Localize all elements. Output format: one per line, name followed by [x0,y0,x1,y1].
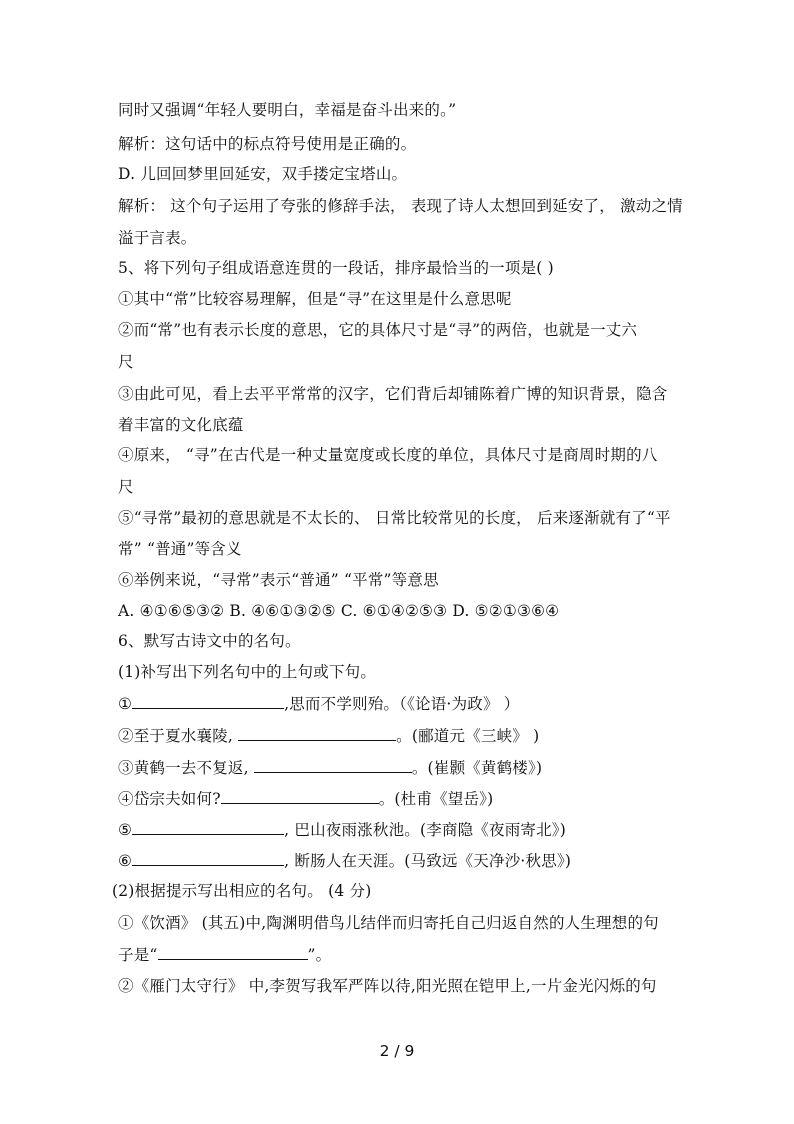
fill-line-4: ④岱宗夫如何? 。(杜甫《望岳》) [118,787,678,810]
answer-blank[interactable] [238,724,396,741]
fill-line-3: ③黄鹤一去不复返, 。(崔颢《黄鹤楼》) [118,756,678,779]
text-line: 解析：这句话中的标点符号使用是正确的。 [118,135,417,153]
sentence-5: ⑤“寻常”最初的意思就是不太长的、 日常比较常见的长度， 后来逐渐就有了“平 [118,509,671,527]
sentence-3-cont: 着丰富的文化底蕴 [118,416,244,434]
prompt-line-1-cont: 子是“ ”。 [118,943,678,966]
answer-blank[interactable] [221,787,379,804]
sentence-5-cont: 常” “普通”等含义 [118,540,242,558]
sentence-4-cont: 尺 [118,478,134,496]
fill-line-1: ① ,思而不学则殆。（《论语·为政》 ） [118,692,678,715]
prompt-line-2: ②《雁门太守行》 中,李贺写我军严阵以待,阳光照在铠甲上,一片金光闪烁的句 [118,977,657,995]
answer-options: A. ④①⑥⑤③② B. ④⑥①③②⑤ C. ⑥①④②⑤③ D. ⑤②①③⑥④ [118,602,560,620]
answer-blank[interactable] [158,943,308,960]
page-number: 2 / 9 [379,1042,415,1060]
text-line: 解析： 这个句子运用了夸张的修辞手法， 表现了诗人太想回到延安了， 激动之情 [118,197,683,215]
answer-blank[interactable] [132,692,284,709]
text-line: 溢于言表。 [118,229,197,247]
answer-blank[interactable] [132,849,284,866]
prompt-line-1: ①《饮酒》 (其五)中,陶渊明借鸟儿结伴而归寄托自己归返自然的人生理想的句 [118,914,659,932]
text-line: 同时又强调“年轻人要明白，幸福是奋斗出来的。” [118,101,457,119]
sentence-3: ③由此可见，看上去平平常常的汉字，它们背后却铺陈着广博的知识背景，隐含 [118,385,668,403]
question-5-stem: 5、将下列句子组成语意连贯的一段话，排序最恰当的一项是( ) [118,259,554,277]
subquestion-1: (1)补写出下列名句中的上句或下句。 [118,663,377,681]
sentence-2-cont: 尺 [118,353,134,371]
fill-line-2: ②至于夏水襄陵, 。(郦道元《三峡》 ) [118,724,678,747]
fill-line-5: ⑤ , 巴山夜雨涨秋池。(李商隐《夜雨寄北》) [118,818,678,841]
sentence-1: ①其中“常”比较容易理解，但是“寻”在这里是什么意思呢 [118,290,512,308]
answer-blank[interactable] [254,756,412,773]
sentence-6: ⑥举例来说，“寻常”表示“普通” “平常”等意思 [118,571,439,589]
text-line: D. 儿回回梦里回延安，双手搂定宝塔山。 [118,165,408,183]
sentence-4: ④原来， “寻”在古代是一种丈量宽度或长度的单位，具体尺寸是商周时期的八 [118,446,658,464]
answer-blank[interactable] [132,818,284,835]
sentence-2: ②而“常”也有表示长度的意思，它的具体尺寸是“寻”的两倍，也就是一丈六 [118,321,638,339]
fill-line-6: ⑥ , 断肠人在天涯。(马致远《天净沙·秋思》) [118,849,678,872]
subquestion-2: (2)根据提示写出相应的名句。 (4 分) [112,882,372,900]
question-6-stem: 6、默写古诗文中的名句。 [118,632,301,650]
